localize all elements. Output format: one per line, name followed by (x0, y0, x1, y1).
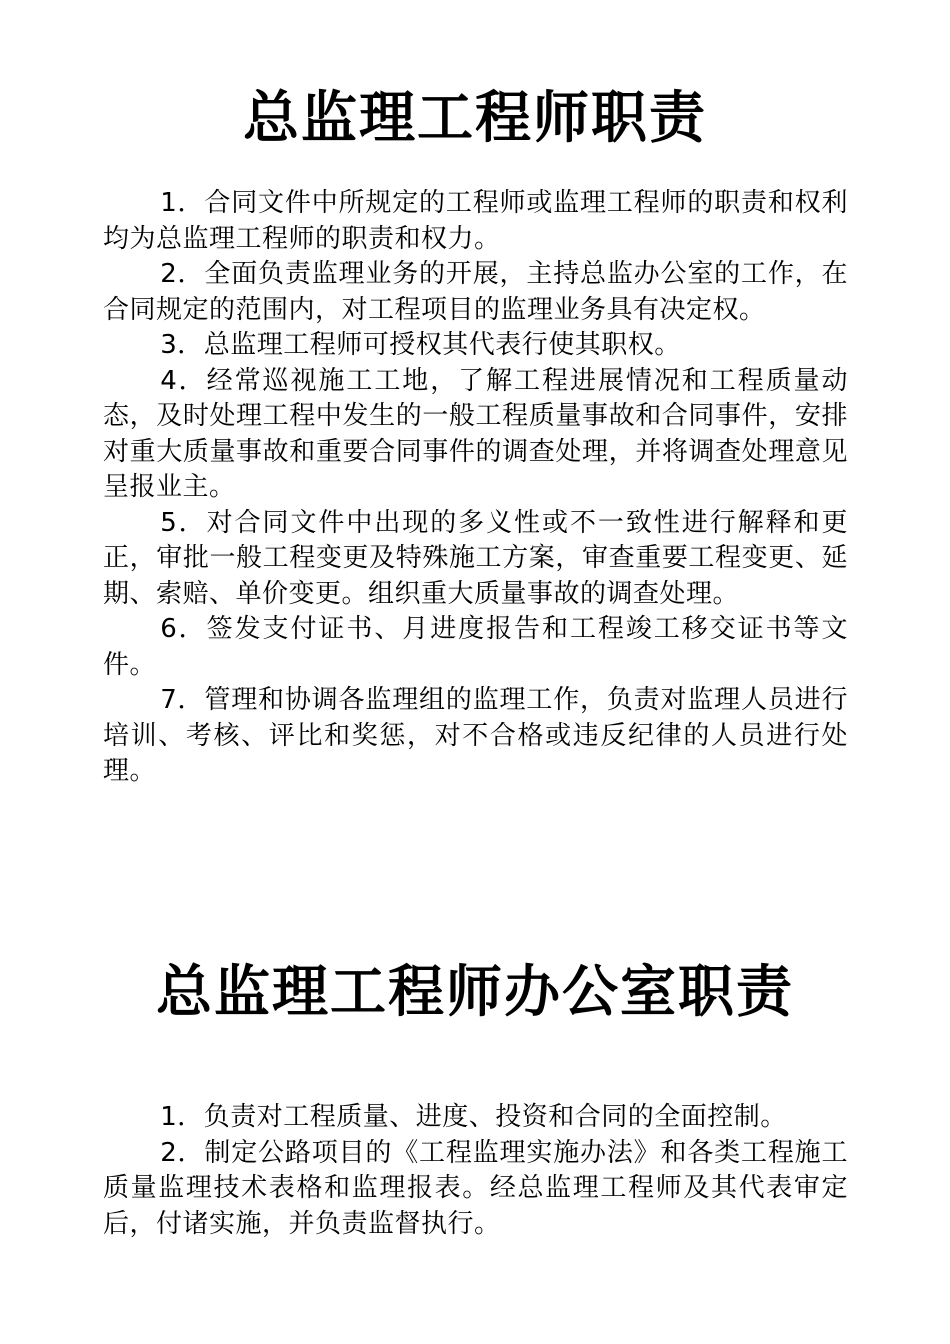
duty-item-3: 3．总监理工程师可授权其代表行使其职权。 (160, 330, 681, 360)
duty-item-5: 5．对合同文件中出现的多义性或不一致性进行解释和更正，审批一般工程变更及特殊施工方案，审查重要工程变更、延期、索赔、单价变更。组织重大质量事故的调查处理。 (103, 507, 848, 609)
section-body-office-duties (103, 1100, 848, 1242)
duty-item-2: 2．全面负责监理业务的开展，主持总监办公室的工作，在合同规定的范围内，对工程项目的监理业务具有决定权。 (103, 259, 848, 325)
duty-item-6: 6．签发支付证书、月进度报告和工程竣工移交证书等文件。 (103, 614, 848, 680)
office-duty-item-2: 2．制定公路项目的《工程监理实施办法》和各类工程施工质量监理技术表格和监理报表。经总监理工程师及其代表审定后，付诸实施，并负责监督执行。 (103, 1137, 848, 1239)
office-duty-item-1: 1．负责对工程质量、进度、投资和合同的全面控制。 (160, 1102, 787, 1132)
section-title-chief-engineer-duties: 总监理工程师职责 (243, 86, 707, 151)
duty-item-4: 4．经常巡视施工工地，了解工程进展情况和工程质量动态，及时处理工程中发生的一般工程质量事故和合同事件，安排对重大质量事故和重要合同事件的调查处理，并将调查处理意见呈报业主。 (103, 365, 848, 502)
duty-item-1: 1．合同文件中所规定的工程师或监理工程师的职责和权利均为总监理工程师的职责和权力。 (103, 188, 848, 254)
section-body-chief-engineer-duties (103, 186, 848, 790)
duty-item-7: 7．管理和协调各监理组的监理工作，负责对监理人员进行培训、考核、评比和奖惩，对不合格或违反纪律的人员进行处理。 (103, 685, 848, 786)
section-title-office-duties: 总监理工程师办公室职责 (156, 960, 794, 1025)
